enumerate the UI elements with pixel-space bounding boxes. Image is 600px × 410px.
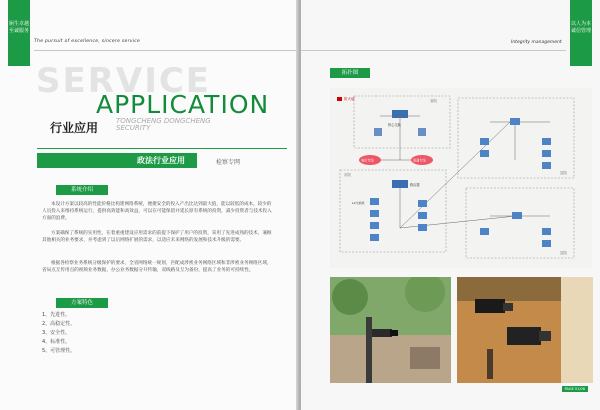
legend-firewall-icon: [337, 97, 342, 101]
industry-title-cn: 行业应用: [50, 121, 99, 135]
server-icon: [374, 128, 382, 136]
right-page-tab: 以人为本 诚信管理: [570, 0, 592, 66]
paragraph-3: 根据各检察业务系统分级保护的要求，全省网络统一规划，匹配成涉密业务网络区域和非涉密业务网络区域，省局点互传用点的视频业务数据，办公业务数据分开传输，双线路及互为备份，提高了业务的可持续性。: [42, 261, 272, 274]
server-icon: [418, 128, 426, 136]
title-subtext: [116, 118, 211, 132]
core-label: 核心交换: [388, 123, 401, 127]
application-title: APPLICATION: [96, 90, 270, 119]
page-footer: PAGE 01/08: [562, 386, 588, 392]
zone-bottom: [466, 188, 574, 258]
network-topology-diagram: [330, 88, 592, 268]
left-page-tab: 厕生卓越 至诚服务: [8, 0, 30, 66]
core-switch-icon: [392, 110, 408, 118]
title-subtext-line1: TONGCHENG DONGCHENG: [116, 117, 211, 125]
service-watermark: SERVICE: [36, 61, 212, 101]
link1-label: 电信专线: [361, 158, 374, 163]
title-subtext-line2: SECURITY: [116, 124, 151, 132]
paragraph-2: 方案确保了系统的实用性，在着重重建设应用需求的前提下保护了用户的投资，采用了先进成熟的技术，兼顾其他相关的业务要求，并考虑到了以后网络扩展的需求，以适应未来网络的发展和技术升级的需要。: [42, 231, 272, 244]
left-page: [0, 0, 299, 410]
right-header-rule: [301, 50, 566, 51]
feature-item: 5、可管理性。: [42, 348, 76, 354]
link2-label: 联通专线: [413, 158, 426, 163]
router-icon: [392, 180, 408, 188]
camera-photo-2: [457, 277, 593, 383]
diagram-label: 拓扑图: [330, 68, 370, 78]
right-switch-stack: [480, 118, 551, 247]
network-links: [370, 116, 550, 228]
header-rule: [34, 50, 299, 51]
feature-item: 2、高稳定性。: [42, 321, 76, 327]
left-switch-stack: [370, 198, 427, 241]
zone-top-label: 省院: [430, 99, 437, 103]
feature-item: 3、安全性。: [42, 330, 71, 336]
zone-top: [354, 96, 450, 148]
right-header-title: Integrity management: [511, 40, 562, 45]
section-banner: 政法行业应用: [37, 153, 197, 168]
feature-item: 4、标准性。: [42, 339, 71, 345]
section-heading-features: 方案特色: [56, 298, 108, 308]
router-label: 路由器: [410, 183, 420, 187]
feature-list: [42, 311, 75, 356]
zone-right: [458, 98, 574, 178]
banner-subtitle: 检察专网: [216, 159, 241, 166]
legend-text: 防火墙: [344, 97, 355, 101]
zone-left-label: 市院: [344, 173, 351, 177]
zone-right-label: 县院: [560, 171, 567, 175]
banner-rule: [37, 148, 287, 149]
feature-item: 1、先进性。: [42, 312, 71, 318]
switch-label: L2交换机: [352, 201, 365, 205]
right-page: [301, 0, 600, 410]
camera-photo-1: [330, 277, 451, 383]
zone-bottom-label: 县院: [560, 251, 567, 255]
section-heading-system: 系统介绍: [56, 185, 108, 195]
motto-text: The pursuit of excellence, sincere service: [34, 39, 141, 44]
paragraph-1: 本设计方案以较高的性能价格比构建网络系统，便捷安全的投入产出比达到最大值，能以较低的成本，较少的人员投入来维持系统运行，提供高效能和高效益，可以在可能保留并延长原有系统的投资，减少投资者与技术投入方面的浪费。: [42, 202, 272, 222]
